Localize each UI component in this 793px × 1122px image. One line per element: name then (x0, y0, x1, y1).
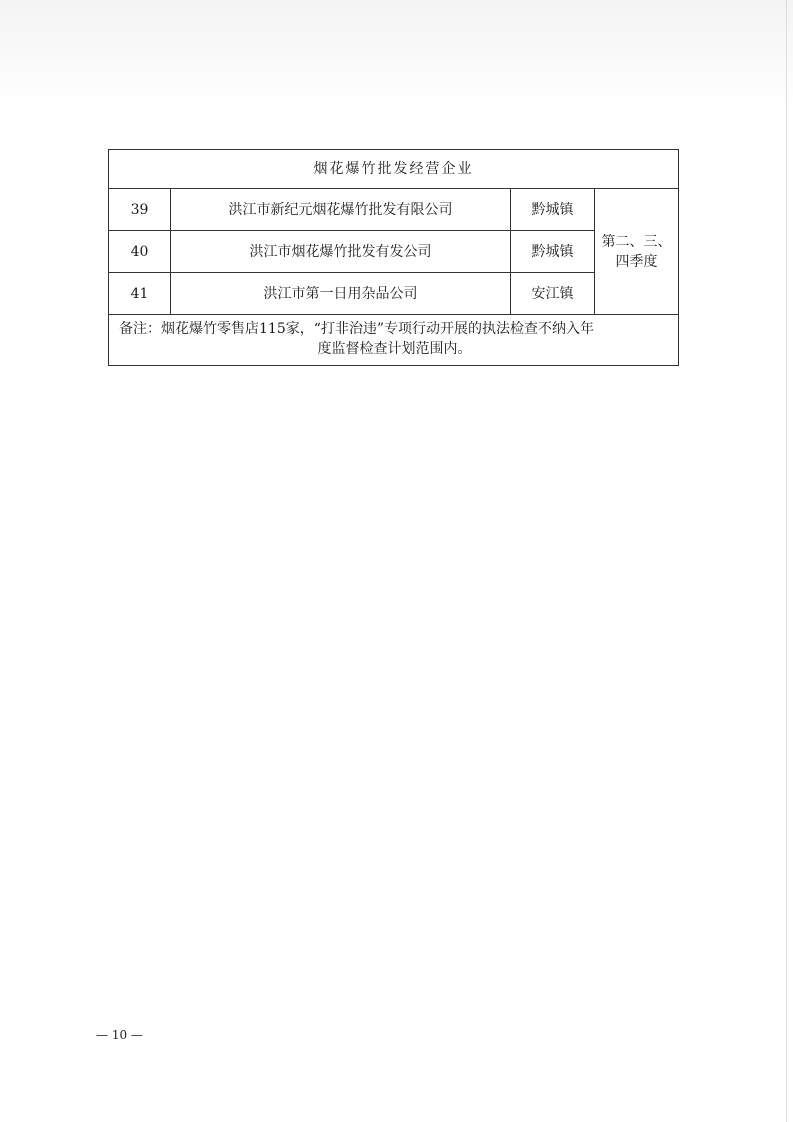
row-number: 40 (109, 231, 171, 273)
period-line-2: 四季度 (615, 253, 658, 270)
remark-line-2: 度监督检查计划范围内。 (317, 341, 472, 357)
inspection-plan-table (108, 149, 679, 366)
table-row (109, 189, 679, 231)
table-title-row (109, 150, 679, 189)
inspection-period (595, 189, 679, 315)
remark-line-1: 备注：烟花爆竹零售店115家，“打非治违”专项行动开展的执法检查不纳入年 (119, 321, 595, 337)
company-name: 洪江市第一日用杂品公司 (171, 273, 511, 315)
town-name: 黔城镇 (511, 231, 595, 273)
town-name: 黔城镇 (511, 189, 595, 231)
company-name: 洪江市新纪元烟花爆竹批发有限公司 (171, 189, 511, 231)
remark-row (109, 315, 679, 366)
row-number: 41 (109, 273, 171, 315)
remark (109, 315, 679, 366)
scan-edge (786, 0, 787, 1122)
scan-shade (0, 0, 793, 110)
table-title: 烟花爆竹批发经营企业 (109, 150, 679, 189)
table-row (109, 273, 679, 315)
period-line-1: 第二、三、 (601, 233, 672, 250)
table-row (109, 231, 679, 273)
row-number: 39 (109, 189, 171, 231)
page-number: — 10 — (96, 1028, 143, 1042)
company-name: 洪江市烟花爆竹批发有发公司 (171, 231, 511, 273)
town-name: 安江镇 (511, 273, 595, 315)
